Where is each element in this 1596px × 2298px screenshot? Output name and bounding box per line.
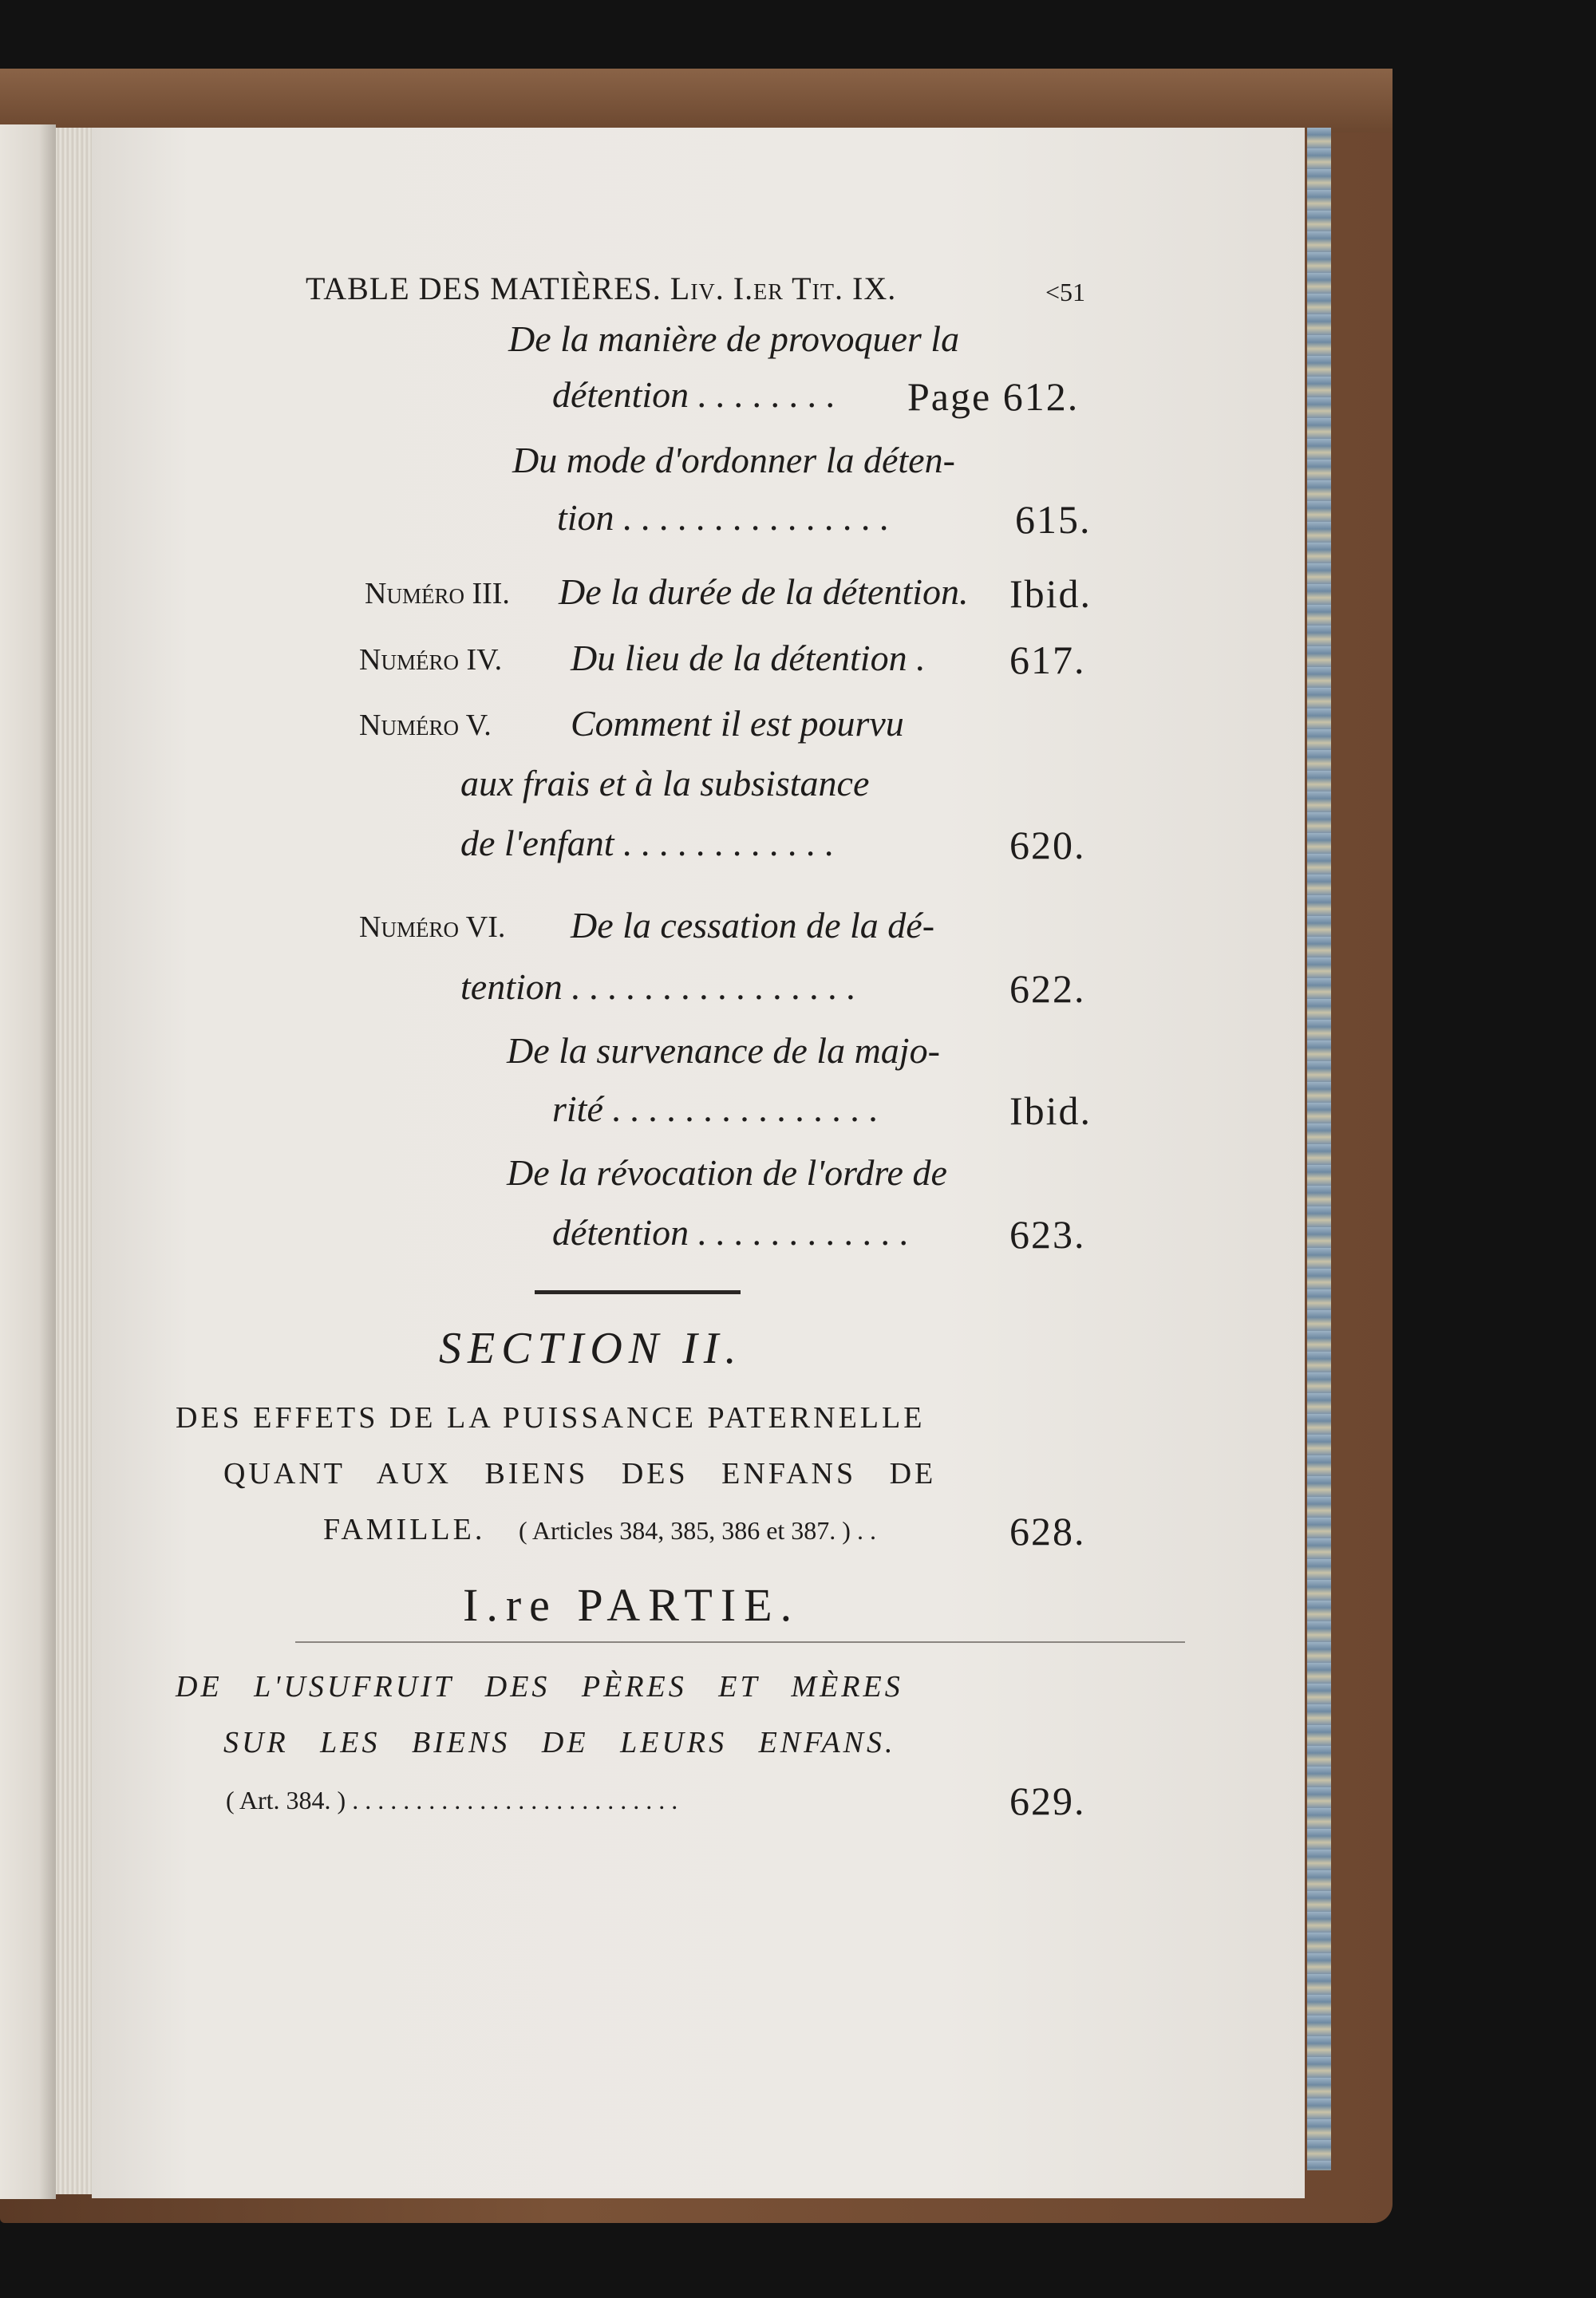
partie-line3: ( Art. 384. ) . . . . . . . . . . . . . . . . . . . . . . . . . . [226,1786,678,1814]
folio-number: <51 [1045,278,1086,306]
entry-6-label: Numéro VI. [359,910,506,944]
left-page-sliver [0,124,56,2199]
entry-4-label: Numéro IV. [359,643,503,677]
entry-4-page: 617. [1009,638,1086,682]
section-articles: ( Articles 384, 385, 386 et 387. ) . . [519,1516,876,1545]
entry-2-line1: Du mode d'ordonner la déten- [512,440,955,480]
entry-8-line1: De la révocation de l'ordre de [507,1152,947,1193]
section-page: 628. [1009,1509,1086,1554]
entry-6-line2: tention . . . . . . . . . . . . . . . . [460,966,856,1007]
entry-8-line2: détention . . . . . . . . . . . . [552,1212,910,1253]
running-header: TABLE DES MATIÈRES. Liv. I.er Tit. IX. [306,270,897,306]
entry-5-line2: aux frais et à la subsistance [460,763,870,804]
entry-1-page: Page 612. [907,374,1080,419]
marbled-page-edge [1307,128,1331,2170]
entry-5-line1: Comment il est pourvu [571,703,904,744]
partie-rule [295,1641,1185,1643]
section-divider [535,1290,741,1294]
entry-6-page: 622. [1009,966,1086,1011]
section-title-line1: DES EFFETS DE LA PUISSANCE PATERNELLE [176,1401,926,1435]
section-heading: SECTION II. [439,1324,743,1373]
entry-5-page: 620. [1009,823,1086,867]
entry-1-line1: De la manière de provoquer la [508,318,960,359]
book-page [92,128,1305,2198]
partie-heading: I.re PARTIE. [463,1579,800,1631]
section-title-line3: FAMILLE. [323,1513,486,1546]
entry-3-label: Numéro III. [365,577,510,610]
entry-3-line1: De la durée de la détention. [559,571,969,612]
partie-line2: SUR LES BIENS DE LEURS ENFANS. [223,1726,896,1759]
entry-4-line1: Du lieu de la détention . [571,638,926,678]
entry-7-line1: De la survenance de la majo- [507,1030,940,1071]
partie-page: 629. [1009,1779,1086,1823]
entry-3-page: Ibid. [1009,571,1092,616]
entry-2-page: 615. [1015,497,1092,542]
entry-5-line3: de l'enfant . . . . . . . . . . . . [460,823,835,863]
entry-7-line2: rité . . . . . . . . . . . . . . . [552,1088,879,1129]
partie-line1: DE L'USUFRUIT DES PÈRES ET MÈRES [176,1670,903,1704]
cover-top-edge [0,69,1393,132]
entry-5-label: Numéro V. [359,709,492,742]
entry-6-line1: De la cessation de la dé- [571,905,935,946]
entry-7-page: Ibid. [1009,1088,1092,1133]
section-title-line2: QUANT AUX BIENS DES ENFANS DE [223,1457,937,1491]
entry-8-page: 623. [1009,1212,1086,1257]
entry-1-line2: détention . . . . . . . . [552,374,836,415]
entry-2-line2: tion . . . . . . . . . . . . . . . [557,497,890,538]
